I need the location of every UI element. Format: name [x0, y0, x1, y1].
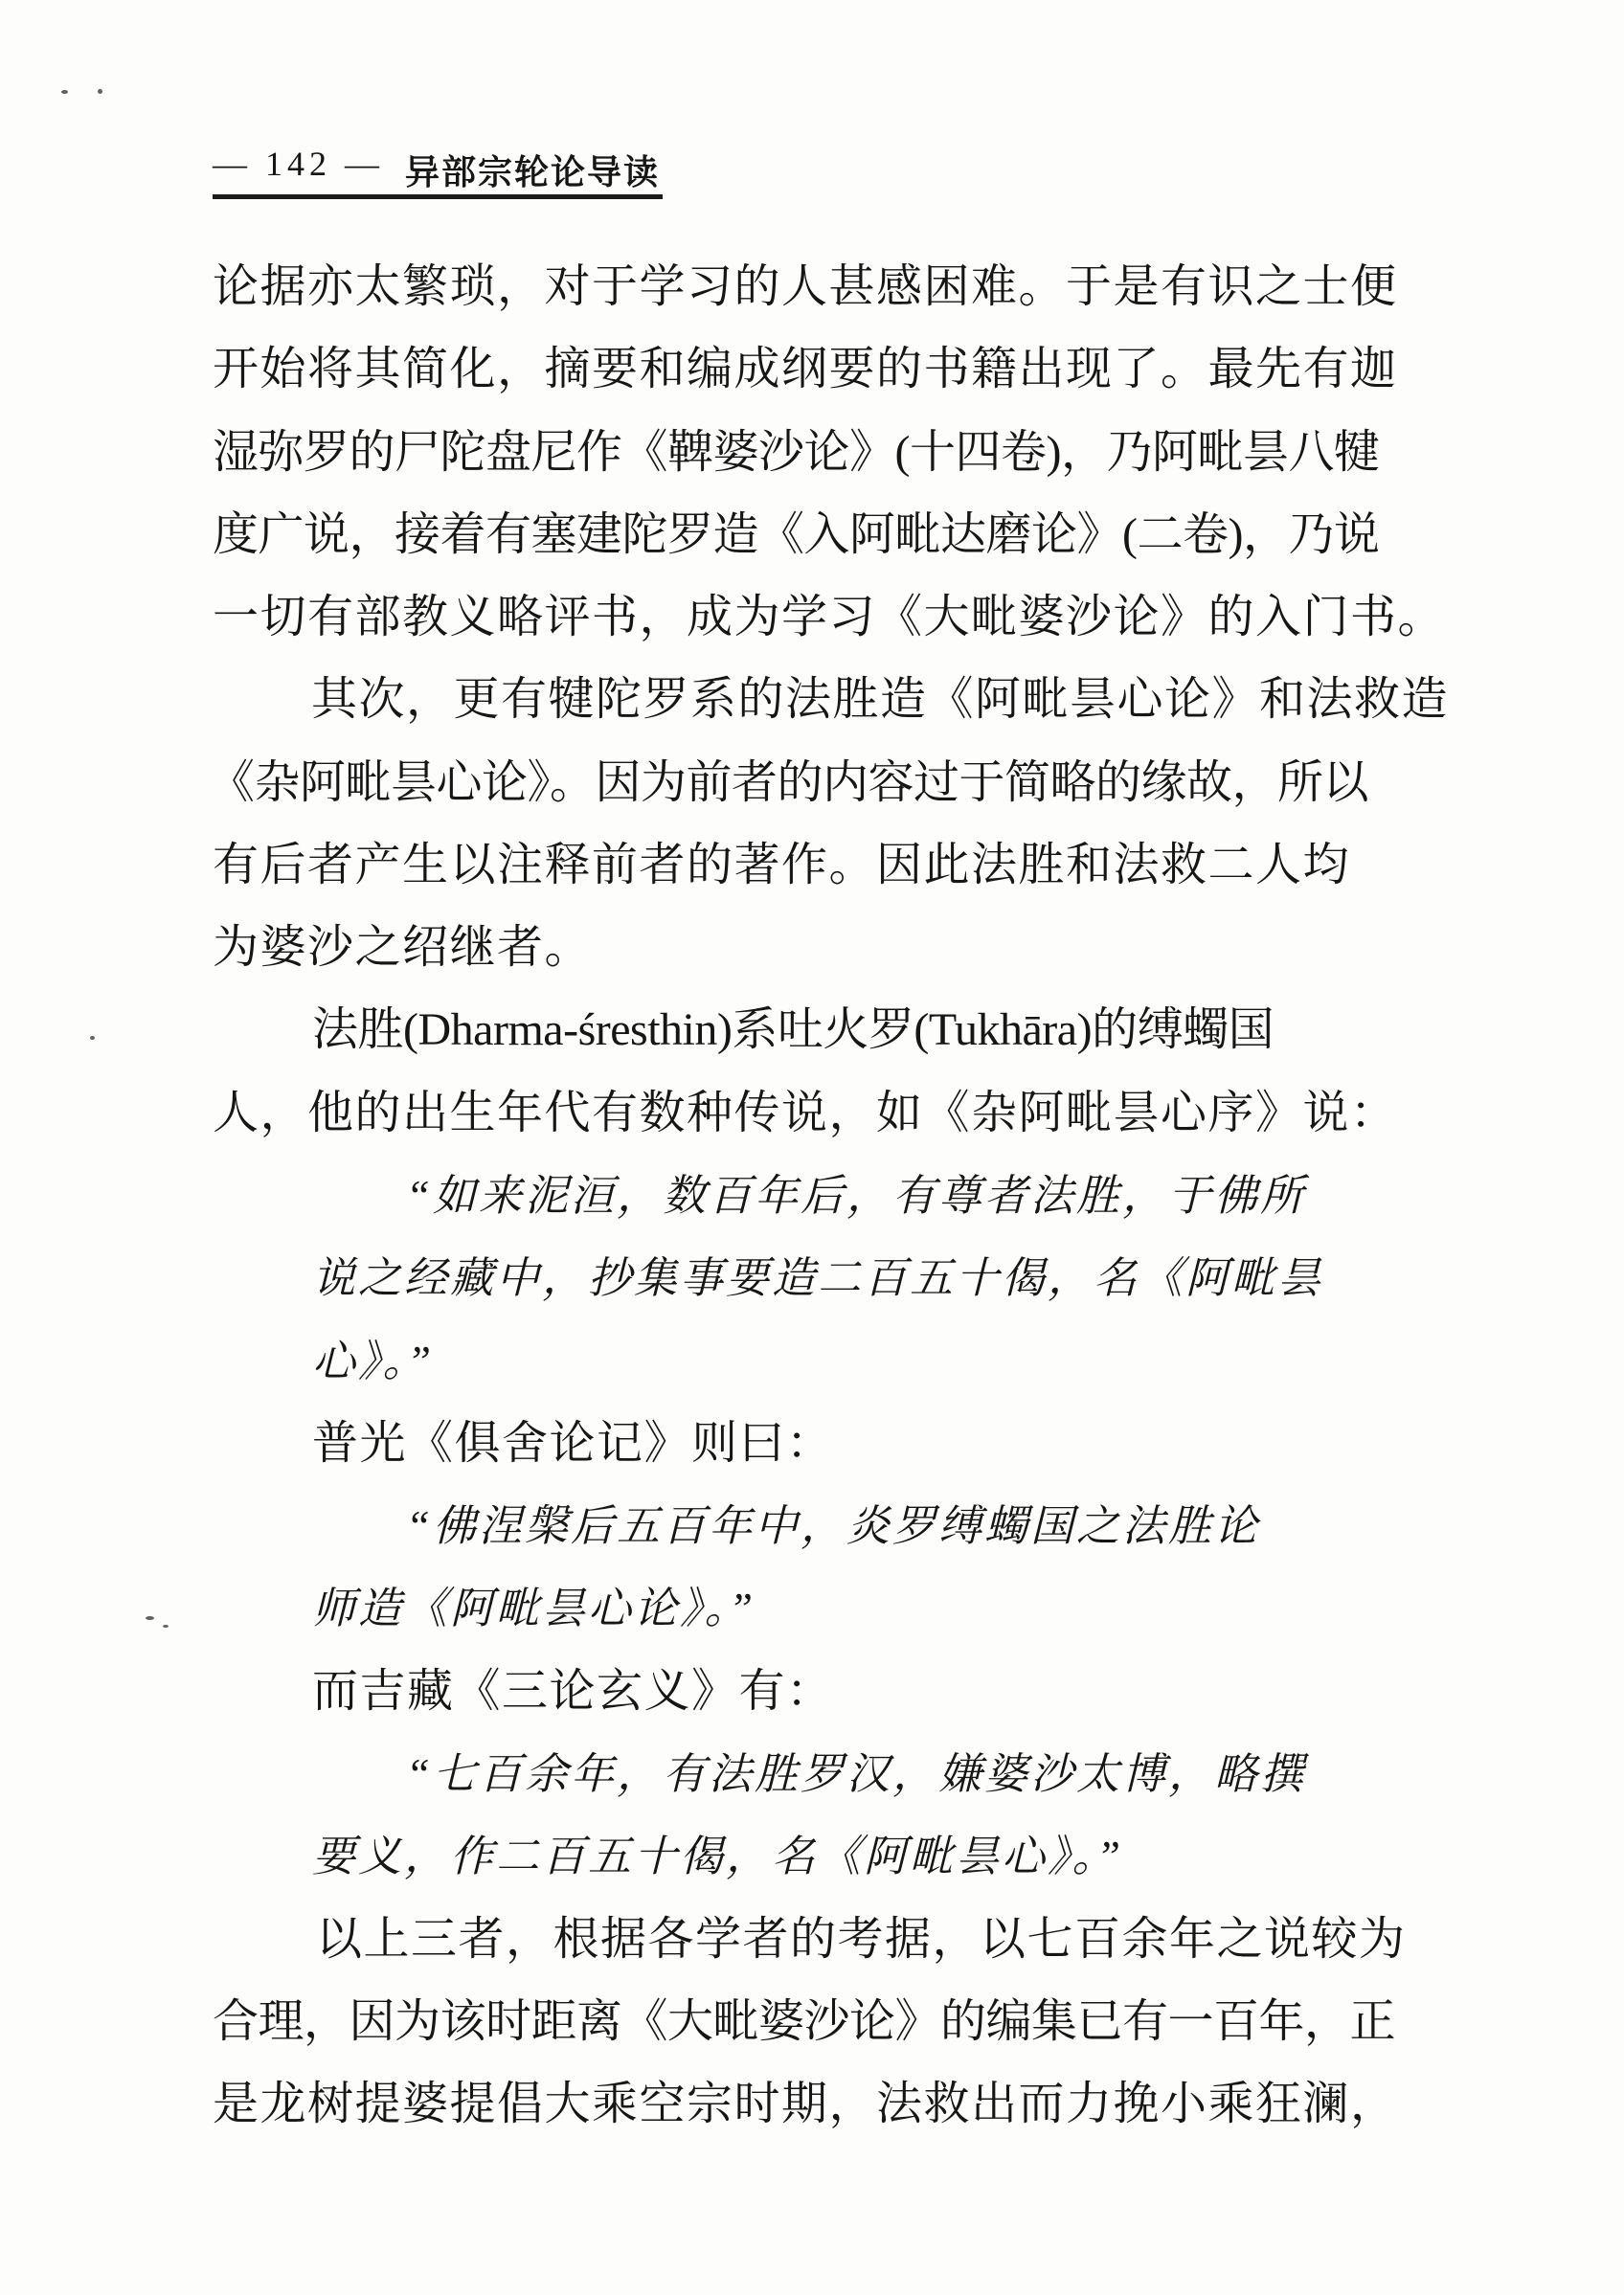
text-line: 普光《俱舍论记》则曰： [312, 1418, 834, 1469]
header-page-number: — 142 — [213, 145, 384, 183]
scan-speck [61, 90, 68, 94]
text-line: “七百余年，有法胜罗汉，嫌婆沙太博，略撰 [406, 1750, 1307, 1798]
text-line: 论据亦太繁琐，对于学习的人甚感困难。于是有识之士便 [213, 261, 1398, 312]
header-book-title: 异部宗轮论导读 [405, 153, 661, 191]
text-line: 一切有部教义略评书，成为学习《大毗婆沙论》的入门书。 [213, 592, 1446, 642]
text-line: 是龙树提婆提倡大乘空宗时期，法救出而力挽小乘狂澜， [213, 2079, 1398, 2129]
text-line: 法胜(Dharma-śresthin)系吐火罗(Tukhāra)的缚蠋国 [312, 1004, 1274, 1055]
text-line: 有后者产生以注释前者的著作。因此法胜和法救二人均 [213, 840, 1351, 890]
text-line: 其次，更有犍陀罗系的法胜造《阿毗昙心论》和法救造 [311, 674, 1450, 725]
scan-speck [90, 1036, 95, 1040]
text-line: 心》。” [312, 1338, 435, 1385]
text-line: 人，他的出生年代有数种传说，如《杂阿毗昙心序》说： [213, 1088, 1398, 1138]
text-line: 湿弥罗的尸陀盘尼作《鞞婆沙论》(十四卷)，乃阿毗昙八犍 [213, 427, 1380, 478]
text-line: 师造《阿毗昙心论》。” [312, 1585, 756, 1632]
text-line: 说之经藏中，抄集事要造二百五十偈，名《阿毗昙 [312, 1254, 1324, 1302]
scan-speck [98, 89, 102, 94]
text-line: 合理，因为该时距离《大毗婆沙论》的编集已有一百年，正 [213, 1996, 1396, 2047]
text-line: 为婆沙之绍继者。 [213, 922, 593, 973]
text-line: “如来泥洹，数百年后，有尊者法胜，于佛所 [406, 1172, 1307, 1220]
scan-speck [146, 1616, 154, 1620]
text-line: “佛涅槃后五百年中，炎罗缚蠋国之法胜论 [406, 1502, 1261, 1550]
text-line: 而吉藏《三论玄义》有： [312, 1666, 834, 1717]
text-line: 要义，作二百五十偈，名《阿毗昙心》。” [312, 1833, 1124, 1880]
header-rule [213, 194, 663, 199]
text-line: 《杂阿毗昙心论》。因为前者的内容过于简略的缘故，所以 [209, 757, 1369, 808]
text-line: 开始将其简化，摘要和编成纲要的书籍出现了。最先有迦 [213, 344, 1398, 394]
text-line: 以上三者，根据各学者的考据，以七百余年之说较为 [316, 1914, 1407, 1965]
text-line: 度广说，接着有塞建陀罗造《入阿毗达磨论》(二卷)，乃说 [213, 509, 1380, 560]
scan-speck [163, 1625, 169, 1628]
